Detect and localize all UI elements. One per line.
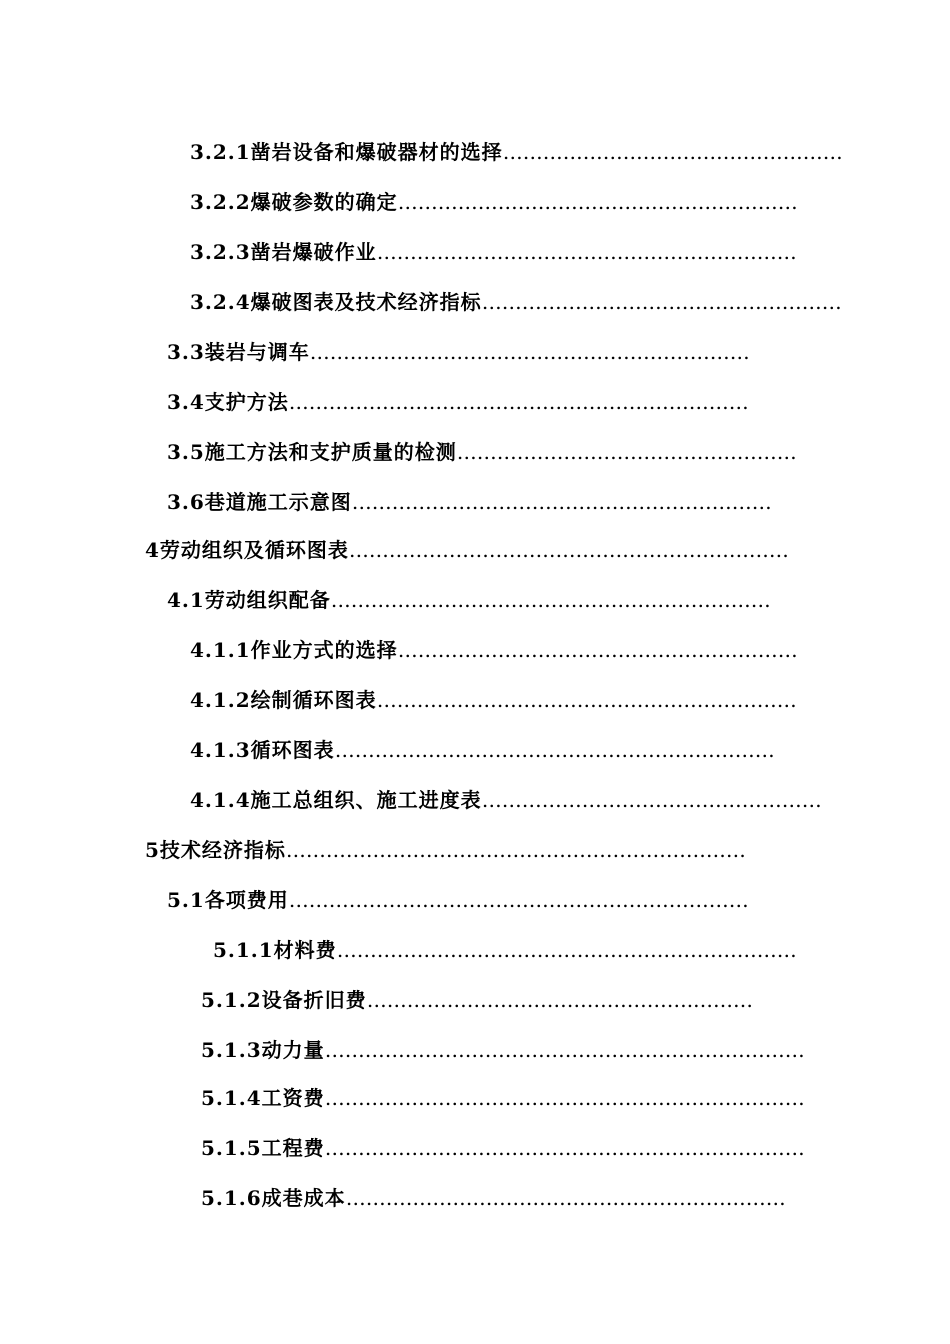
toc-leader-dots: ……………………………………………………… [376, 688, 797, 712]
toc-entry-label: 3.5施工方法和支护质量的检测 [167, 440, 457, 464]
toc-entry [190, 785, 822, 815]
toc-entry [145, 535, 789, 565]
toc-entry [201, 1183, 796, 1213]
toc-entry-label: 5技术经济指标 [145, 838, 286, 862]
toc-entry [167, 337, 785, 367]
toc-leader-dots: …………………………………………………… [397, 638, 798, 662]
toc-entry [190, 137, 843, 167]
toc-entry [167, 585, 785, 615]
toc-entry [190, 735, 785, 765]
toc-leader-dots: ………………………………………………………… [334, 738, 775, 762]
toc-entry-label: 5.1.6成巷成本 [201, 1186, 346, 1210]
toc-entry [190, 187, 798, 217]
toc-leader-dots: ……………………………………………… [481, 290, 842, 314]
toc-entry [145, 835, 785, 865]
toc-leader-dots: …………………………………………… [481, 788, 822, 812]
toc-entry [190, 287, 842, 317]
toc-leader-dots: ………………………………………………………… [309, 340, 750, 364]
toc-entry [190, 685, 797, 715]
toc-leader-dots: …………………………………………………………… [336, 938, 797, 962]
toc-leader-dots: …………………………………………………………… [285, 838, 746, 862]
toc-entry-label: 4劳动组织及循环图表 [145, 538, 349, 562]
toc-entry-label: 4.1.1作业方式的选择 [190, 638, 398, 662]
toc-entry [213, 935, 797, 965]
toc-leader-dots: ……………………………………………………… [351, 490, 772, 514]
toc-entry-label: 5.1.1材料费 [213, 938, 337, 962]
toc-entry-label: 3.2.2爆破参数的确定 [190, 190, 398, 214]
toc-entry-label: 3.2.3凿岩爆破作业 [190, 240, 377, 264]
toc-leader-dots: …………………………………………………… [397, 190, 798, 214]
toc-leader-dots: ……………………………………………………………… [324, 1086, 805, 1110]
toc-leader-dots: ………………………………………………………… [348, 538, 789, 562]
toc-entry [201, 985, 785, 1015]
toc-entry [167, 437, 797, 467]
toc-entry-label: 3.4支护方法 [167, 390, 289, 414]
toc-entry [201, 1083, 805, 1113]
toc-leader-dots: ……………………………………………………… [376, 240, 797, 264]
toc-entry-label: 3.6巷道施工示意图 [167, 490, 352, 514]
toc-leader-dots: ……………………………………………………………… [324, 1038, 805, 1062]
toc-entry-label: 4.1.3循环图表 [190, 738, 335, 762]
toc-entry-label: 5.1.4工资费 [201, 1086, 325, 1110]
toc-entry-label: 5.1各项费用 [167, 888, 289, 912]
toc-entry [201, 1133, 805, 1163]
toc-entry-label: 5.1.3动力量 [201, 1038, 325, 1062]
toc-leader-dots: ………………………………………….……… [366, 988, 754, 1012]
toc-leader-dots: …………………………………………………………… [288, 390, 749, 414]
toc-leader-dots: ………………………………………………………… [345, 1186, 786, 1210]
toc-entry-label: 3.2.1凿岩设备和爆破器材的选择 [190, 140, 503, 164]
toc-entry-label: 4.1劳动组织配备 [167, 588, 331, 612]
toc-entry-label: 4.1.2绘制循环图表 [190, 688, 377, 712]
toc-entry-label: 5.1.5工程费 [201, 1136, 325, 1160]
toc-leader-dots: ………………………………………………………… [330, 588, 771, 612]
toc-entry-label: 3.3装岩与调车 [167, 340, 310, 364]
toc-leader-dots: …………………………………………… [502, 140, 843, 164]
toc-entry-label: 3.2.4爆破图表及技术经济指标 [190, 290, 482, 314]
toc-entry [190, 635, 798, 665]
toc-entry [167, 885, 785, 915]
toc-entry [167, 487, 785, 517]
toc-leader-dots: ……………………………………………………………… [324, 1136, 805, 1160]
toc-entry [167, 387, 785, 417]
toc-entry-label: 4.1.4施工总组织、施工进度表 [190, 788, 482, 812]
toc-entry-label: 5.1.2设备折旧费 [201, 988, 367, 1012]
toc-leader-dots: …………………………………………… [456, 440, 797, 464]
toc-entry [190, 237, 797, 267]
toc-entry [201, 1035, 805, 1065]
toc-leader-dots: …………………………………………………………… [288, 888, 749, 912]
